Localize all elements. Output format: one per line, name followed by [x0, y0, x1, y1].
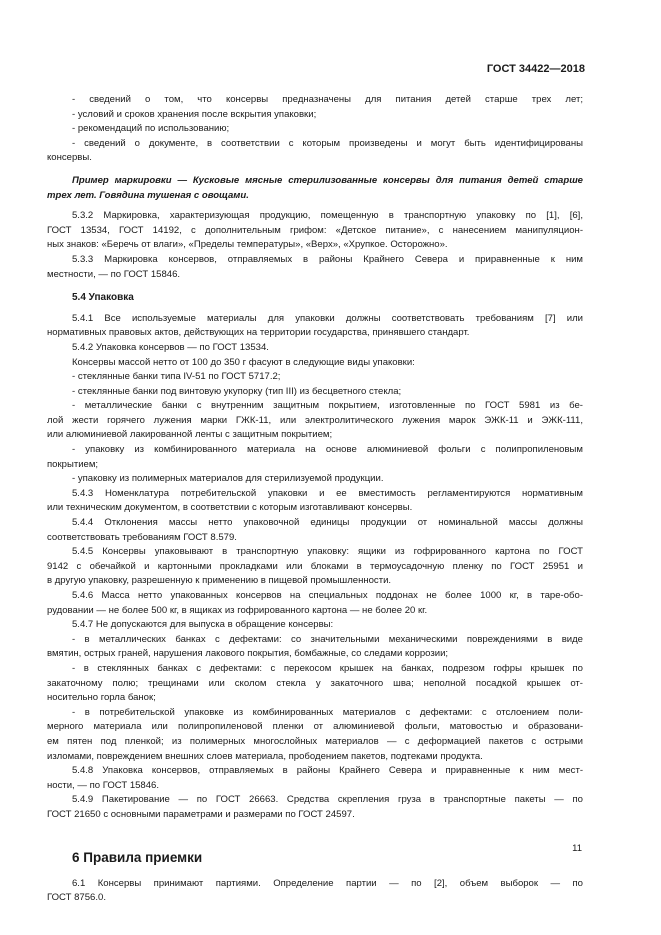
list-item: - металлические банки с внутренним защитным покрытием, изготовленные по ГОСТ 5981 из бе-: [72, 400, 583, 412]
list-item-continuation: покрытием;: [47, 458, 99, 470]
paragraph-6-1: 6.1 Консервы принимают партиями. Определение партии — по [2], объем выборок — по: [72, 877, 583, 889]
document-header: ГОСТ 34422—2018: [486, 63, 585, 75]
list-item-continuation: или алюминиевой лакированной ленты с защитным покрытием;: [47, 429, 333, 441]
list-item: - стеклянные банки типа IV-51 по ГОСТ 5717.2;: [72, 371, 281, 383]
paragraph-5-4-6-line: рудовании — не более 500 кг, в ящиках из гофрированного картона — не более 20 кг.: [47, 604, 428, 616]
paragraph-5-3-2: 5.3.2 Маркировка, характеризующая продукцию, помещенную в транспортную упаковку по [1], [6],: [72, 210, 583, 222]
paragraph-5-4-7: 5.4.7 Не допускаются для выпуска в обращение консервы:: [72, 619, 334, 631]
paragraph-5-4-9-line: ГОСТ 21650 с основными параметрами и размерами по ГОСТ 24597.: [47, 808, 355, 820]
marking-example-continuation: трех лет. Говядина тушеная с овощами.: [47, 189, 249, 201]
list-item: - в металлических банках с дефектами: со значительными механическими повреждениями в виде: [72, 633, 583, 645]
list-item: - стеклянные банки под винтовую укупорку (тип III) из бесцветного стекла;: [72, 385, 402, 397]
paragraph-5-3-3: 5.3.3 Маркировка консервов, отправляемых в районы Крайнего Севера и приравненные к ним: [72, 253, 583, 265]
section-heading-6: 6 Правила приемки: [72, 849, 203, 865]
list-item-continuation: консервы.: [47, 152, 92, 164]
list-item-continuation: вмятин, острых граней, нарушения лакового покрытия, бомбажные, со следами коррозии;: [47, 648, 449, 660]
paragraph-5-3-2-line: ных знаков: «Беречь от влаги», «Пределы температуры», «Верх», «Хрупкое. Осторожно».: [47, 239, 448, 251]
paragraph-5-4-3-line: или техническим документом, в соответствии с которым изготавливают консервы.: [47, 502, 413, 514]
paragraph-5-4-5-line: в другую упаковку, разрешенную к применению в пищевой промышленности.: [47, 575, 392, 587]
paragraph-5-3-2-line: ГОСТ 13534, ГОСТ 14192, с дополнительным грифом: «Детское питание», с нанесением манипуляцион-: [47, 224, 583, 236]
list-item: - сведений о документе, в соответствии с которым произведены и могут быть идентифицированы: [72, 137, 583, 149]
paragraph-5-4-5-line: 9142 с обечайкой и картонными прокладками или блоками в термоусадочную пленку по ГОСТ 25951 и: [47, 560, 583, 572]
list-item: - рекомендаций по использованию;: [72, 123, 230, 135]
list-item-continuation: носительно горла банок;: [47, 692, 156, 704]
paragraph-5-4-8-line: ности, — по ГОСТ 15846.: [47, 779, 160, 791]
paragraph-5-4-5: 5.4.5 Консервы упаковывают в транспортную упаковку: ящики из гофрированного картона по ГОСТ: [72, 546, 583, 558]
document-body: [47, 93, 583, 906]
list-item: - в стеклянных банках с дефектами: с перекосом крышек на банках, подрезом гофры крышек по: [72, 662, 583, 674]
paragraph-5-4-2-line: Консервы массой нетто от 100 до 350 г фасуют в следующие виды упаковки:: [72, 356, 415, 368]
paragraph-5-4-2: 5.4.2 Упаковка консервов — по ГОСТ 13534.: [72, 341, 269, 353]
marking-example: Пример маркировки — Кусковые мясные стерилизованные консервы для питания детей старше: [72, 174, 583, 186]
list-item: - упаковку из комбинированного материала на основе алюминиевой фольги с полипропиленовым: [72, 444, 583, 456]
list-item-continuation: закаточному полю; трещинами или сколом стекла у закаточного шва; неполной посадкой крышек от-: [47, 677, 583, 689]
paragraph-5-3-3-line: местности, — по ГОСТ 15846.: [47, 268, 181, 280]
list-item-continuation: изломами, повреждением внешних слоев материала, прободением пакетов, подтеками продукта.: [47, 750, 483, 762]
paragraph-5-4-8: 5.4.8 Упаковка консервов, отправляемых в районы Крайнего Севера и приравненные к ним мест-: [72, 765, 583, 777]
paragraph-5-4-1: 5.4.1 Все используемые материалы для упаковки должны соответствовать требованиям [7] или: [72, 312, 583, 324]
paragraph-5-4-1-line: нормативных правовых актов, действующих на территории государства, принявшего стандарт.: [47, 327, 470, 339]
list-item: - условий и сроков хранения после вскрытия упаковки;: [72, 108, 317, 120]
paragraph-5-4-4: 5.4.4 Отклонения массы нетто упаковочной единицы продукции от номинальной массы должны: [72, 517, 583, 529]
paragraph-5-4-3: 5.4.3 Номенклатура потребительской упаковки и ее вместимость регламентируются нормативным: [72, 487, 583, 499]
list-item: - упаковку из полимерных материалов для стерилизуемой продукции.: [72, 473, 384, 485]
paragraph-5-4-4-line: соответствовать требованиям ГОСТ 8.579.: [47, 531, 237, 543]
paragraph-5-4-9: 5.4.9 Пакетирование — по ГОСТ 26663. Средства скрепления груза в транспортные пакеты — по: [72, 794, 583, 806]
list-item-continuation: мерного материала или полипропиленовой пленки от алюминиевой фольги, матовостью и образовани-: [47, 721, 583, 733]
page-number: 11: [572, 843, 582, 854]
list-item-continuation: ем пятен под пленкой; из полимерных многослойных материалов — с деформацией пакетов с острыми: [47, 735, 583, 747]
list-item-continuation: лой жести горячего лужения марки ГЖК-11, или электролитического лужения марок ЭЖК-11 и ЭЖК-111,: [47, 414, 583, 426]
paragraph-5-4-6: 5.4.6 Масса нетто упакованных консервов на специальных поддонах не более 1000 кг, в таре-обо-: [72, 590, 583, 601]
paragraph-6-1-line: ГОСТ 8756.0.: [47, 892, 106, 904]
list-item: - сведений о том, что консервы предназначены для питания детей старше трех лет;: [72, 94, 583, 105]
section-heading-5-4: 5.4 Упаковка: [72, 292, 134, 304]
list-item: - в потребительской упаковке из комбинированных материалов с дефектами: с отслоением поли-: [72, 706, 583, 718]
